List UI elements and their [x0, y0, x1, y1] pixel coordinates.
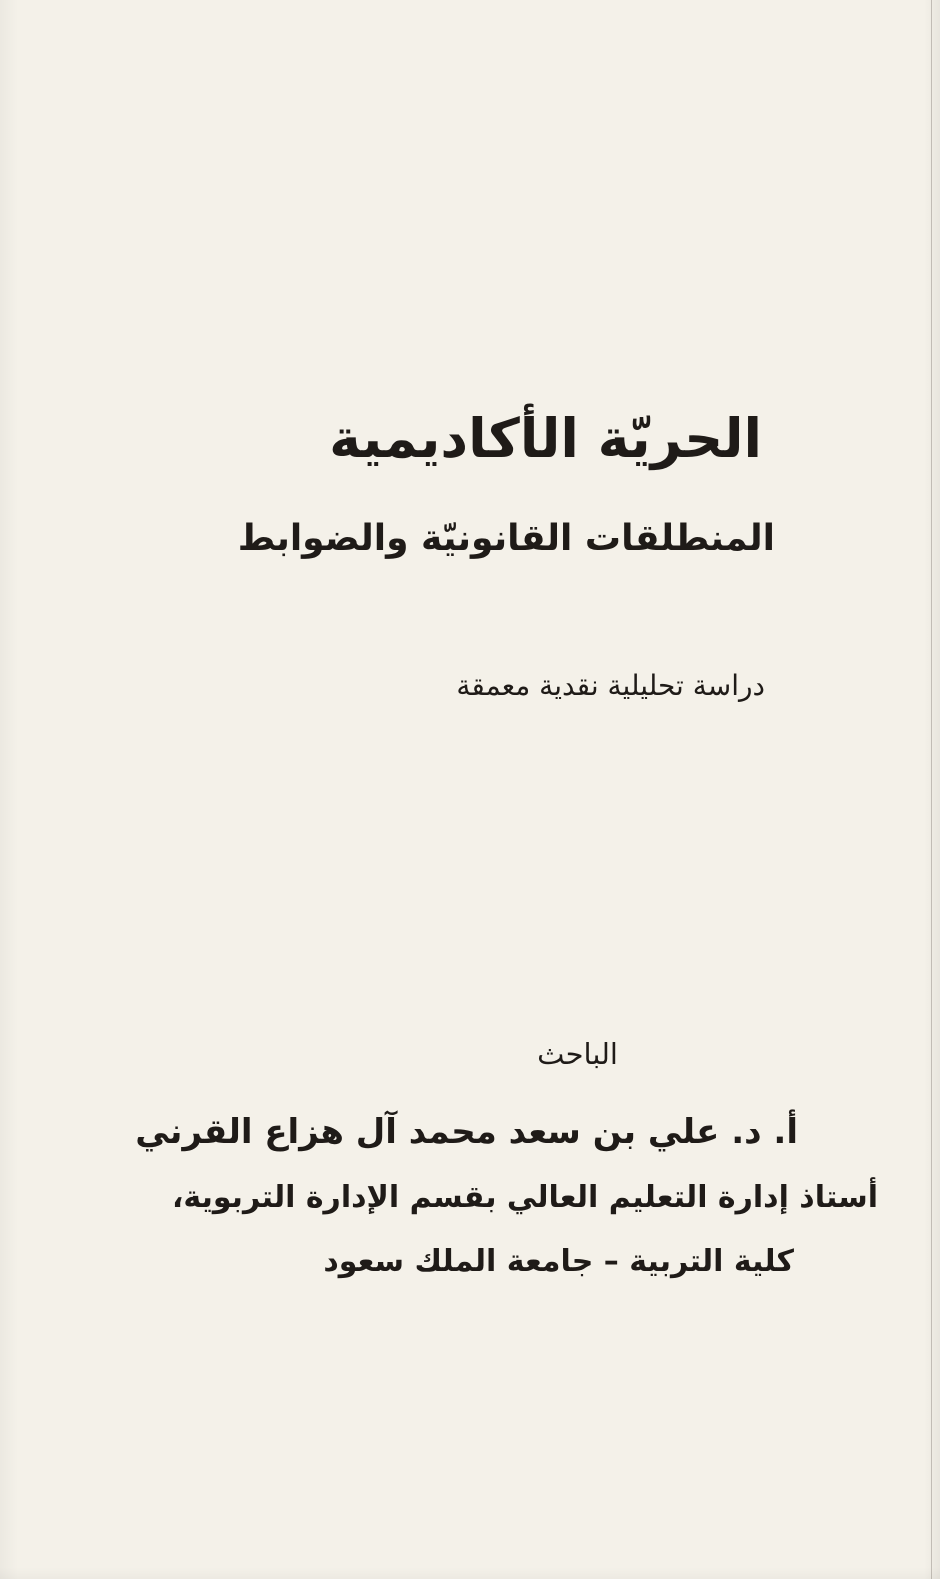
study-type: دراسة تحليلية نقدية معمقة [456, 669, 765, 702]
page-subtitle: المنطلقات القانونيّة والضوابط [237, 518, 775, 559]
researcher-label: الباحث [537, 1037, 618, 1071]
page-title: الحريّة الأكاديمية [329, 407, 762, 470]
affiliation-line-1: أستاذ إدارة التعليم العالي بقسم الإدارة التربوية، [172, 1180, 878, 1215]
page-edge [931, 0, 932, 1579]
researcher-name: أ. د. علي بن سعد محمد آل هزاع القرني [135, 1112, 798, 1152]
affiliation-line-2: كلية التربية – جامعة الملك سعود [323, 1244, 794, 1279]
